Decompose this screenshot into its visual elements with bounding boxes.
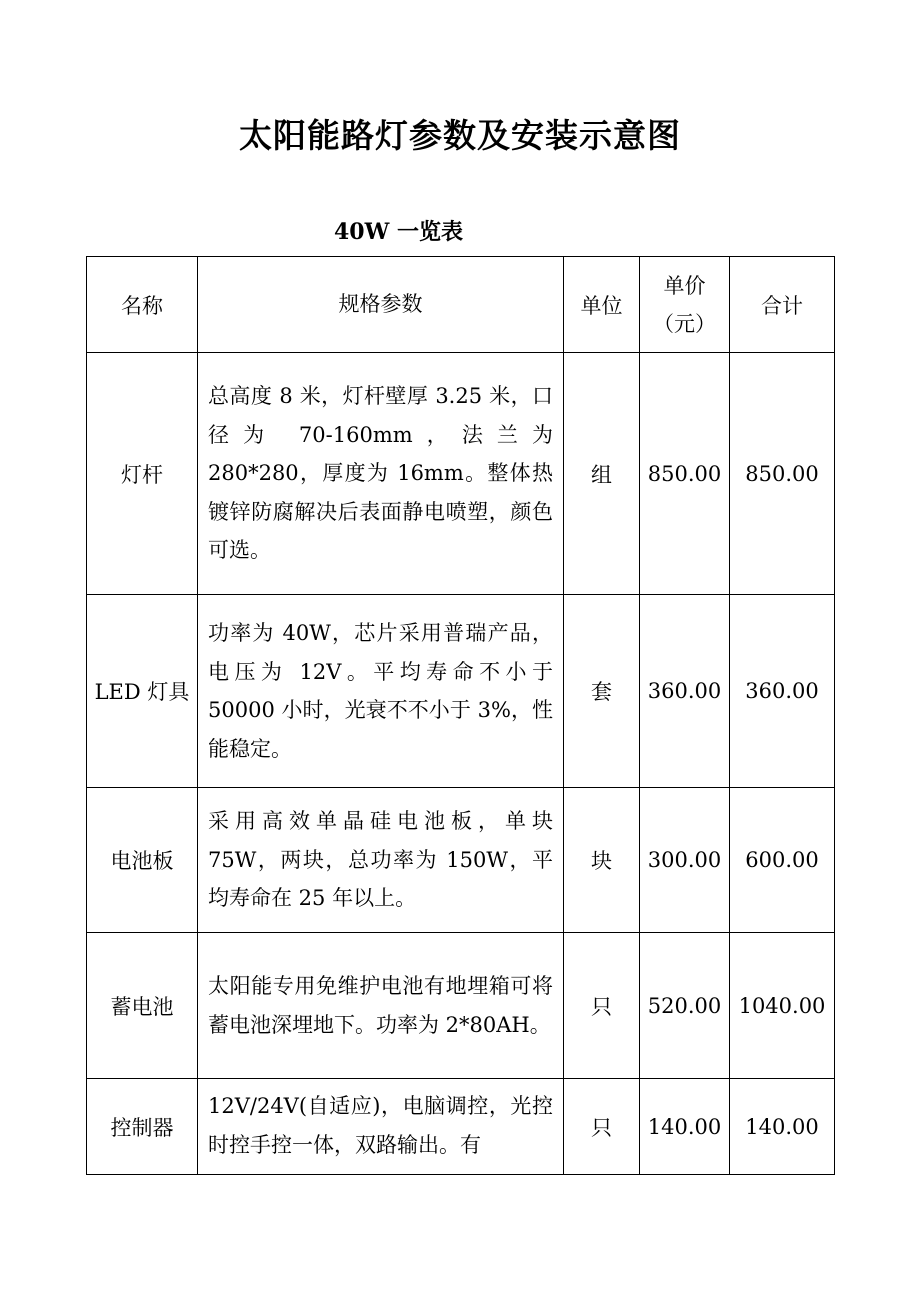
row-price: 360.00 (640, 595, 730, 788)
row-price: 300.00 (640, 788, 730, 933)
row-name: 灯杆 (87, 353, 198, 595)
row-unit: 块 (564, 788, 640, 933)
row-name: 控制器 (87, 1079, 198, 1175)
header-price-line2: （元） (653, 311, 716, 336)
row-total: 600.00 (730, 788, 835, 933)
row-name: LED 灯具 (87, 595, 198, 788)
table-row (87, 353, 835, 595)
table-row (87, 595, 835, 788)
row-price: 850.00 (640, 353, 730, 595)
header-price (640, 257, 730, 353)
row-name: 蓄电池 (87, 933, 198, 1079)
row-spec: 12V/24V(自适应)，电脑调控，光控时控手控一体，双路输出。有 (198, 1079, 564, 1175)
header-name: 名称 (87, 257, 198, 353)
header-unit: 单位 (564, 257, 640, 353)
row-price: 520.00 (640, 933, 730, 1079)
row-name: 电池板 (87, 788, 198, 933)
row-unit: 只 (564, 933, 640, 1079)
row-spec: 采用高效单晶硅电池板，单块 75W，两块，总功率为 150W，平均寿命在 25 年以上。 (198, 788, 564, 933)
row-spec: 太阳能专用免维护电池有地埋箱可将蓄电池深埋地下。功率为 2*80AH。 (198, 933, 564, 1079)
header-total: 合计 (730, 257, 835, 353)
row-unit: 组 (564, 353, 640, 595)
page-title: 太阳能路灯参数及安装示意图 (239, 116, 681, 155)
table-row (87, 1079, 835, 1175)
table-row (87, 933, 835, 1079)
spec-table (86, 256, 835, 1175)
row-total: 1040.00 (730, 933, 835, 1079)
row-spec: 总高度 8 米，灯杆壁厚 3.25 米，口径为 70-160mm，法兰为 280*280，厚度为 16mm。整体热镀锌防腐解决后表面静电喷塑，颜色可选。 (198, 353, 564, 595)
row-price: 140.00 (640, 1079, 730, 1175)
table-header-row (87, 257, 835, 353)
row-total: 140.00 (730, 1079, 835, 1175)
row-unit: 套 (564, 595, 640, 788)
header-price-line1: 单价 (663, 273, 706, 298)
row-total: 850.00 (730, 353, 835, 595)
header-spec: 规格参数 (198, 257, 564, 353)
row-unit: 只 (564, 1079, 640, 1175)
table-subtitle: 40W 一览表 (334, 219, 463, 245)
row-total: 360.00 (730, 595, 835, 788)
row-spec: 功率为 40W，芯片采用普瑞产品，电压为 12V。平均寿命不小于 50000 小时，光衰不不小于 3%，性能稳定。 (198, 595, 564, 788)
table-row (87, 788, 835, 933)
